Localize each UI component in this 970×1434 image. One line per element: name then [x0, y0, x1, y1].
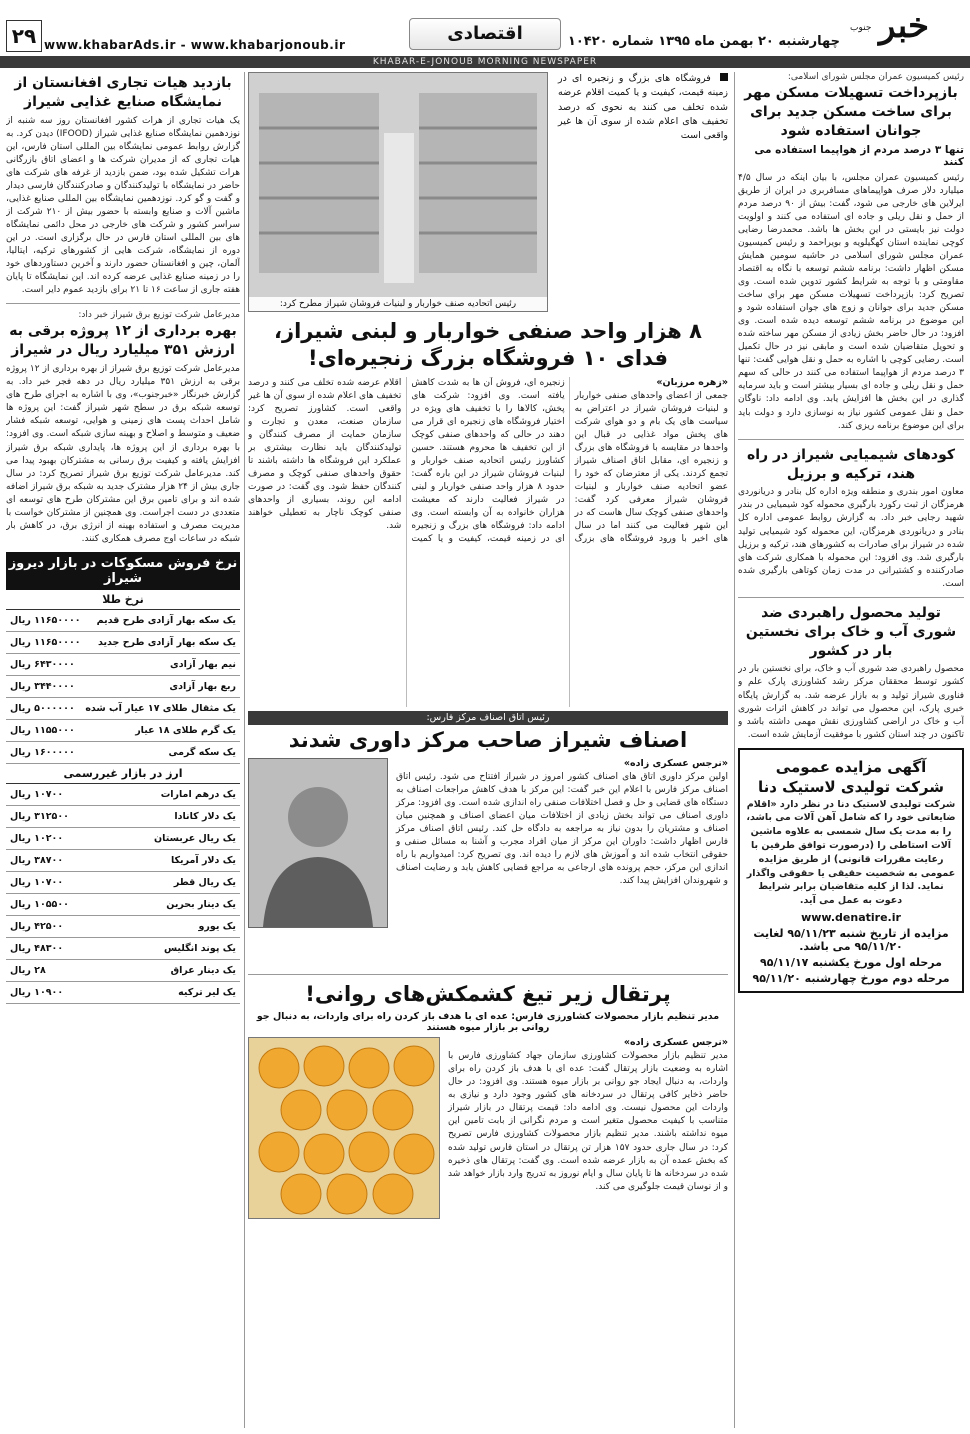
ad-body: شرکت تولیدی لاستیک دنا در نظر دارد «اقلام ضایعاتی خود را که شامل آهن آلات می باشد، را به مدت یک سال شمسی به علاوه ماشین آلات استاطی را (درصورت توافق طرفین با رعایت مقررات قانونی) از طریق مزایده عمومی به شخصیت حقیقی یا حقوقی واگذار نماید. لذا از کلیه متقاضیان برابر شرایط دعوت به عمل می آید. [746, 798, 956, 907]
photo-caption: رئیس اتحادیه صنف خواربار و لبنیات فروشان شیراز مطرح کرد: [249, 297, 547, 311]
rate-value: ۳۱۲۵۰۰ ریال [10, 810, 69, 822]
interview-band: رئیس اتاق اصناف مرکز فارس: [248, 711, 728, 725]
right-column [738, 72, 964, 1428]
oranges-graphic [249, 1038, 439, 1218]
article-body: اولین مرکز داوری اتاق های اصناف کشور امروز در شیراز افتتاح می شود. رئیس اتاق اصناف مرکز فارس با اعلام این خبر گفت: این مرکز با هدف کاهش مراجعات اصناف به دستگاه های قضایی و حل و فصل اختلافات صنفی راه اندازی شده است. وی افزود: مرکز داوری اصناف می تواند بخش زیادی از اختلافات میان اعضای اصناف و همچنین میان اصناف و مشتریان را بدون نیاز به مراجعه به دادگاه حل کند. رئیس اتاق اصناف مرکز فارس اظهار داشت: داوران این مرکز از میان افراد مجرب و آشنا به مسائل صنفی و حقوقی انتخاب شده اند و آموزش های لازم را دیده اند. وی تصریح کرد: امیدواریم با راه اندازی این مرکز، حجم پرونده های ارجاعی به مراجع قضایی کاهش یابد و رضایت اصناف و شهروندان افزایش پیدا کند. [396, 771, 728, 887]
article-body: یک هیات تجاری از هرات کشور افغانستان روز سه شنبه از نوزدهمین نمایشگاه صنایع غذایی شیراز (IFOOD) دیدن کرد. به گزارش روابط عمومی نمایشگاه بین المللی استان فارس، این هیات تجاری که از مدیران شرکت ها و اعضای اتاق بازرگانی هرات تشکیل شده بود، ضمن بازدید از غرفه های شرکت های حاضر در نمایشگاه با تولیدکنندگان و صادرکنندگان فارسی دیدار و گفت و گو کرد. نوزدهمین نمایشگاه بین المللی صنایع غذایی، ماشین آلات و صنایع وابسته با حضور بیش از ۲۱۰ شرکت از سراسر کشور و شرکت های خارجی در محل دائمی نمایشگاه های بین المللی استان فارس در حال برگزاری است. در این دوره از نمایشگاه، شرکت هایی از کشورهای ترکیه، ایتالیا، آلمان، چین و افغانستان حضور دارند و آخرین دستاوردهای خود را در زمینه صنایع غذایی عرضه کرده اند. این نمایشگاه تا پایان هفته جاری از ساعت ۱۶ تا ۲۱ برای بازدید عموم دایر است. [6, 115, 240, 296]
rate-value: ۳۴۴۰۰۰۰ ریال [10, 680, 75, 692]
orange-article [248, 1037, 728, 1287]
rate-row [6, 806, 240, 828]
person-silhouette [249, 759, 387, 927]
rate-row [6, 872, 240, 894]
article-kicker: مدیرعامل شرکت توزیع برق شیراز خبر داد: [78, 310, 240, 321]
square-bullet-icon [720, 73, 728, 81]
middle-column [248, 72, 728, 1428]
rate-label: یک یورو [198, 920, 236, 932]
ad-first-print: مرحله اول مورخ یکشنبه ۹۵/۱۱/۱۷ [760, 955, 942, 969]
rate-value: ۱۶۰۰۰۰۰ ریال [10, 746, 75, 758]
rate-label: یک دلار کانادا [174, 810, 236, 822]
masthead [0, 0, 970, 67]
article-body: رئیس کمیسیون عمران مجلس، با بیان اینکه در سال ۴/۵ میلیارد دلار صرف هواپیماهای مسافربری در ایران از طریق ایرلاین های خارجی می شود، گفت: بیش از ۹۰ درصد مردم از حمل و نقل ریلی و جاده ای استفاده می کنند و اولویت دولت نیز بایستی در این بخش ها باشد. محمدرضا رضایی کوچی نماینده استان کهگیلویه و بویراحمد و رئیس کمیسیون عمران مجلس شورای اسلامی در حاشیه سومین همایش مسکن اظهار داشت: برنامه ششم توسعه با نگاه به اقتصاد مقاومتی و با توجه به شرایط کشور تدوین شده است. وی تصریح کرد: بازپرداخت تسهیلات مسکن مهر برای ساخت مسکن جدید برای جوانان و زوج های جوان استفاده شود و این موضوع در برنامه ششم توسعه دیده شده است. وی افزود: در حال حاضر بخش زیادی از مسکن مهر ساخته شده و تحویل متقاضیان شده است و مابقی نیز در حال تکمیل است. رضایی کوچی با اشاره به حمل و نقل هوایی گفت: تنها ۳ درصد مردم از هواپیما استفاده می کنند در حالی که سهم حمل و نقل ریلی و جاده ای بسیار بیشتر است و باید سرمایه گذاری در این بخش ها افزایش یابد. وی ادامه داد: ناوگان حمل و نقل عمومی کشور نیاز به نوسازی دارد و دولت باید برای این موضوع برنامه ریزی کند. [738, 172, 964, 431]
gold-rows [6, 610, 240, 764]
rate-label: یک دلار آمریکا [170, 854, 236, 866]
article-byline: «نرجس عسکری زاده» [623, 757, 728, 769]
rate-row [6, 828, 240, 850]
article-byline: «زهره مرزبان» [656, 376, 728, 388]
article-headline: تولید محصول راهبردی ضد شوری آب و خاک برای نخستین بار در کشور [745, 604, 957, 659]
section-title: اقتصادی [409, 18, 561, 50]
logo-text: خبر [878, 6, 930, 46]
fx-header: ارز در بازار غیررسمی [6, 764, 240, 784]
rate-label: یک دینار بحرین [166, 898, 236, 910]
ad-second-print: مرحله دوم مورخ چهارشنبه ۹۵/۱۱/۲۰ [752, 971, 950, 985]
rate-value: ۱۰۷۰۰ ریال [10, 788, 64, 800]
newspaper-logo [848, 4, 960, 48]
rate-label: یک ریال عربستان [154, 832, 236, 844]
interview-headline: اصناف شیراز صاحب مرکز داوری شدند [288, 727, 688, 752]
rate-row [6, 654, 240, 676]
rate-label: یک پوند انگلیس [163, 942, 236, 954]
rate-label: یک مثقال طلای ۱۷ عیار آب شده [85, 702, 236, 714]
rate-value: ۴۲۵۰۰ ریال [10, 920, 64, 932]
rate-row [6, 784, 240, 806]
orange-kicker: مدیر تنظیم بازار محصولات کشاورزی فارس: عده ای با هدف باز کردن راه برای واردات، به دنبال جو روانی بر بازار میوه هستند [256, 1011, 720, 1034]
article-body: معاون امور بندری و منطقه ویژه اداره کل بنادر و دریانوردی هرمزگان از ثبت رکورد بارگیری محموله کود شیمیایی در بندر شهید رجایی خبر داد. به گزارش روابط عمومی اداره کل بنادر و دریانوردی هرمزگان، این محموله کود شیمیایی تولید شده در شیراز برای صادرات به کشورهای هند، ترکیه و برزیل بارگیری شد. وی افزود: این محموله با همکاری شرکت های صادرکننده و کشتیرانی در مدت زمان کوتاهی بارگیری شده است. [738, 487, 964, 589]
article-headline: بهره برداری از ۱۲ پروژه برقی به ارزش ۳۵۱ میلیارد ریال در شیراز [9, 323, 237, 359]
article-housing [738, 72, 964, 433]
article-fertilizer [738, 446, 964, 591]
rate-row [6, 698, 240, 720]
article-headline: کودهای شیمیایی شیراز در راه هند، ترکیه و برزیل [746, 446, 956, 482]
ad-dates: مزایده از تاریخ شنبه ۹۵/۱۱/۲۳ لغایت ۹۵/۱۱/۲۰ می باشد. [753, 926, 949, 953]
intro-text: فروشگاه های بزرگ و زنجیره ای در زمینه قیمت، کیفیت و یا کمیت اقلام عرضه شده تخلف می کنند به نحوی که درصد تخفیف های اعلام شده از سوی آن ها غیر واقعی است [558, 73, 728, 141]
rate-value: ۱۱۵۵۰۰۰ ریال [10, 724, 75, 736]
rate-value: ۱۰۹۰۰ ریال [10, 986, 64, 998]
rate-row [6, 894, 240, 916]
ad-website[interactable]: www.denatire.ir [801, 910, 901, 924]
rate-row [6, 720, 240, 742]
main-headline: ۸ هزار واحد صنفی خواربار و لبنی شیراز، فدای ۱۰ فروشگاه بزرگ زنجیره‌ای! [274, 319, 702, 371]
article-electricity [6, 310, 240, 545]
rate-value: ۱۱۶۵۰۰۰۰ ریال [10, 636, 81, 648]
left-column [6, 72, 240, 1428]
rates-table [6, 552, 240, 1004]
rate-label: یک سکه بهار آزادی طرح قدیم [96, 614, 236, 626]
rate-label: یک دینار عراق [170, 964, 236, 976]
article-afghan-delegation [6, 74, 240, 297]
rate-label: یک درهم امارات [160, 788, 236, 800]
rate-value: ۵۰۰۰۰۰۰ ریال [10, 702, 75, 714]
ad-company: شرکت تولیدی لاستیک دنا [757, 777, 945, 796]
main-article [248, 377, 728, 707]
article-body: جمعی از اعضای واحدهای صنفی خواربار و لبنیات فروشان شیراز در اعتراض به سیاست های یک بام و دو هوای شرکت های پخش مواد غذایی در قبال این واحدها در مقایسه با فروشگاه های بزرگ و زنجیره ای، مقابل اتاق اصناف شیراز تجمع کردند. یکی از معترضان که خود را عضو اتحادیه صنف خواربار و لبنیات فروشان شیراز معرفی کرد گفت: واحدهای صنفی کوچک سال هاست که در این شهر فعالیت می کنند اما در سال های اخیر با ورود فروشگاه های بزرگ زنجیره ای، فروش آن ها به شدت کاهش یافته است. وی افزود: شرکت های پخش، کالاها را با تخفیف های ویژه در اختیار فروشگاه های زنجیره ای قرار می دهند در حالی که واحدهای صنفی کوچک از این تخفیف ها محروم هستند. حسین کشاورز رئیس اتحادیه صنف خواربار و لبنیات فروشان شیراز در این باره گفت: حدود ۸ هزار واحد صنفی خواربار و لبنی در شیراز فعالیت دارند که معیشت هزاران خانواده به آن وابسته است. وی ادامه داد: فروشگاه های بزرگ و زنجیره ای در زمینه قیمت، کیفیت و یا کمیت اقلام عرضه شده تخلف می کنند و درصد تخفیف های اعلام شده از سوی آن ها غیر واقعی است. کشاورز تصریح کرد: سازمان صنعت، معدن و تجارت و سازمان حمایت از مصرف کنندگان و تولیدکنندگان باید نظارت بیشتری بر عملکرد این فروشگاه ها داشته باشند تا حقوق واحدهای صنفی کوچک و مصرف کنندگان حفظ شود. وی گفت: در صورت ادامه این روند، بسیاری از واحدهای صنفی کوچک ناچار به تعطیلی خواهند شد. [248, 377, 728, 545]
rate-row [6, 850, 240, 872]
top-photo-section [248, 72, 728, 312]
grocery-store-photo [248, 72, 548, 312]
article-body: مدیرعامل شرکت توزیع برق شیراز از بهره برداری از ۱۲ پروژه برقی به ارزش ۳۵۱ میلیارد ریال در دهه فجر خبر داد. به گزارش خبرنگار «خبرجنوب»، وی با اشاره به اجرای طرح های توسعه شبکه برق در سطح شهر شیراز گفت: این پروژه ها شامل احداث پست های زمینی و هوایی، توسعه شبکه فشار ضعیف و متوسط و اصلاح و بهینه سازی شبکه است. وی افزود: با بهره برداری از این پروژه ها، پایداری شبکه برق شیراز افزایش یافته و کیفیت برق رسانی به مشترکان بهبود پیدا می کند. مدیرعامل شرکت توزیع برق شیراز تصریح کرد: در سال جاری بیش از ۲۴ هزار مشترک جدید به شبکه برق شیراز اضافه شده اند و برای تامین برق این مشترکان طرح های توسعه ای متعددی در دست اجراست. وی همچنین از مشترکان خواست با مدیریت مصرف و استفاده بهینه از انرژی برق، در کاهش بار شبکه در ساعات اوج مصرف همکاری کنند. [6, 364, 240, 544]
gold-header: نرخ طلا [6, 590, 240, 610]
rate-value: ۶۴۳۰۰۰۰ ریال [10, 658, 75, 670]
column-divider [734, 72, 735, 1428]
article-byline: «نرجس عسکری زاده» [623, 1037, 728, 1049]
intro-box [558, 72, 728, 143]
rate-value: ۴۸۳۰۰ ریال [10, 942, 64, 954]
rate-row [6, 632, 240, 654]
divider [738, 597, 964, 598]
rates-title: نرخ فروش مسکوکات در بازار دیروز شیراز [6, 552, 240, 590]
rate-label: یک ریال قطر [173, 876, 236, 888]
rate-value: ۱۰۵۵۰۰ ریال [10, 898, 69, 910]
shelves-graphic [249, 73, 547, 311]
page-number: ۲۹ [6, 20, 42, 52]
divider [248, 974, 728, 975]
article-kicker: رئیس کمیسیون عمران مجلس شورای اسلامی: [787, 72, 964, 82]
article-body: محصول راهبردی ضد شوری آب و خاک، برای نخستین بار در کشور توسط محققان مرکز رشد کشاورزی پارک علم و فناوری شیراز تولید و به بازار عرضه شد. به گزارش پایگاه خبری پارک، این محصول می تواند در کاهش اثرات شوری آب و خاک در اراضی کشاورزی نقش مهمی داشته باشد و تاکنون در چند استان کشور با موفقیت آزمایش شده است. [738, 664, 964, 740]
rate-label: یک سکه گرمی [168, 746, 236, 758]
logo-tag: جنوب [850, 23, 872, 33]
website-urls[interactable]: www.khabarAds.ir - www.khabarjonoub.ir [44, 38, 346, 52]
rate-row [6, 676, 240, 698]
column-divider [244, 72, 245, 1428]
rate-value: ۳۸۷۰۰ ریال [10, 854, 64, 866]
article-body: مدیر تنظیم بازار محصولات کشاورزی سازمان جهاد کشاورزی فارس با اشاره به وضعیت بازار پرتقال گفت: عده ای با هدف باز کردن راه برای واردات، به دنبال ایجاد جو روانی بر بازار میوه هستند. وی افزود: در حال حاضر ذخایر کافی پرتقال در سردخانه های کشور وجود دارد و نیازی به واردات این محصول نیست. وی ادامه داد: قیمت پرتقال در بازار شیراز متناسب با کیفیت محصول متغیر است و مردم نگرانی از بابت تامین این میوه نداشته باشند. مدیر تنظیم بازار محصولات کشاورزی فارس تصریح کرد: در سال جاری حدود ۱۵۷ هزار تن پرتقال در استان فارس تولید شده که بخش عمده آن به بازار عرضه شده است. وی گفت: پرتقال های ذخیره شده در سردخانه ها تا پایان سال و ایام نوروز به تدریج وارد بازار خواهد شد و از نوسان قیمت جلوگیری می کند. [448, 1051, 728, 1192]
interview-article [248, 758, 728, 968]
rate-row [6, 742, 240, 764]
issue-date-line: چهارشنبه ۲۰ بهمن ماه ۱۳۹۵ شماره ۱۰۴۲۰ [567, 34, 840, 49]
masthead-strip: KHABAR-E-JONOUB MORNING NEWSPAPER [0, 56, 970, 68]
rate-row [6, 916, 240, 938]
rate-row [6, 610, 240, 632]
divider [738, 439, 964, 440]
rate-label: ربع بهار آزادی [169, 680, 236, 692]
orange-headline: پرتقال زیر تیغ کشمکش‌های روانی! [305, 981, 671, 1006]
ad-title: آگهی مزایده عمومی [775, 757, 927, 776]
rate-value: ۱۰۷۰۰ ریال [10, 876, 64, 888]
fx-rows [6, 784, 240, 1004]
article-headline: بازپرداخت تسهیلات مسکن مهر برای ساخت مسکن جدید برای جوانان استفاده شود [744, 85, 958, 139]
article-subhead: تنها ۳ درصد مردم از هواپیما استفاده می کنند [754, 143, 964, 168]
rate-label: نیم بهار آزادی [170, 658, 236, 670]
article-salinity [738, 604, 964, 742]
rate-row [6, 938, 240, 960]
auction-ad [738, 748, 964, 993]
rate-value: ۱۱۶۵۰۰۰۰ ریال [10, 614, 81, 626]
rate-value: ۱۰۲۰۰ ریال [10, 832, 64, 844]
official-portrait-photo [248, 758, 388, 928]
divider [6, 303, 240, 304]
article-headline: بازدید هیات تجاری افغانستان از نمایشگاه صنایع غذایی شیراز [14, 75, 232, 110]
rate-row [6, 982, 240, 1004]
oranges-photo [248, 1037, 440, 1219]
rate-label: یک لیر ترکیه [178, 986, 236, 998]
rate-label: یک گرم طلای ۱۸ عیار [135, 724, 236, 736]
rate-value: ۲۸ ریال [10, 964, 46, 976]
rate-label: یک سکه بهار آزادی طرح جدید [98, 636, 236, 648]
rate-row [6, 960, 240, 982]
